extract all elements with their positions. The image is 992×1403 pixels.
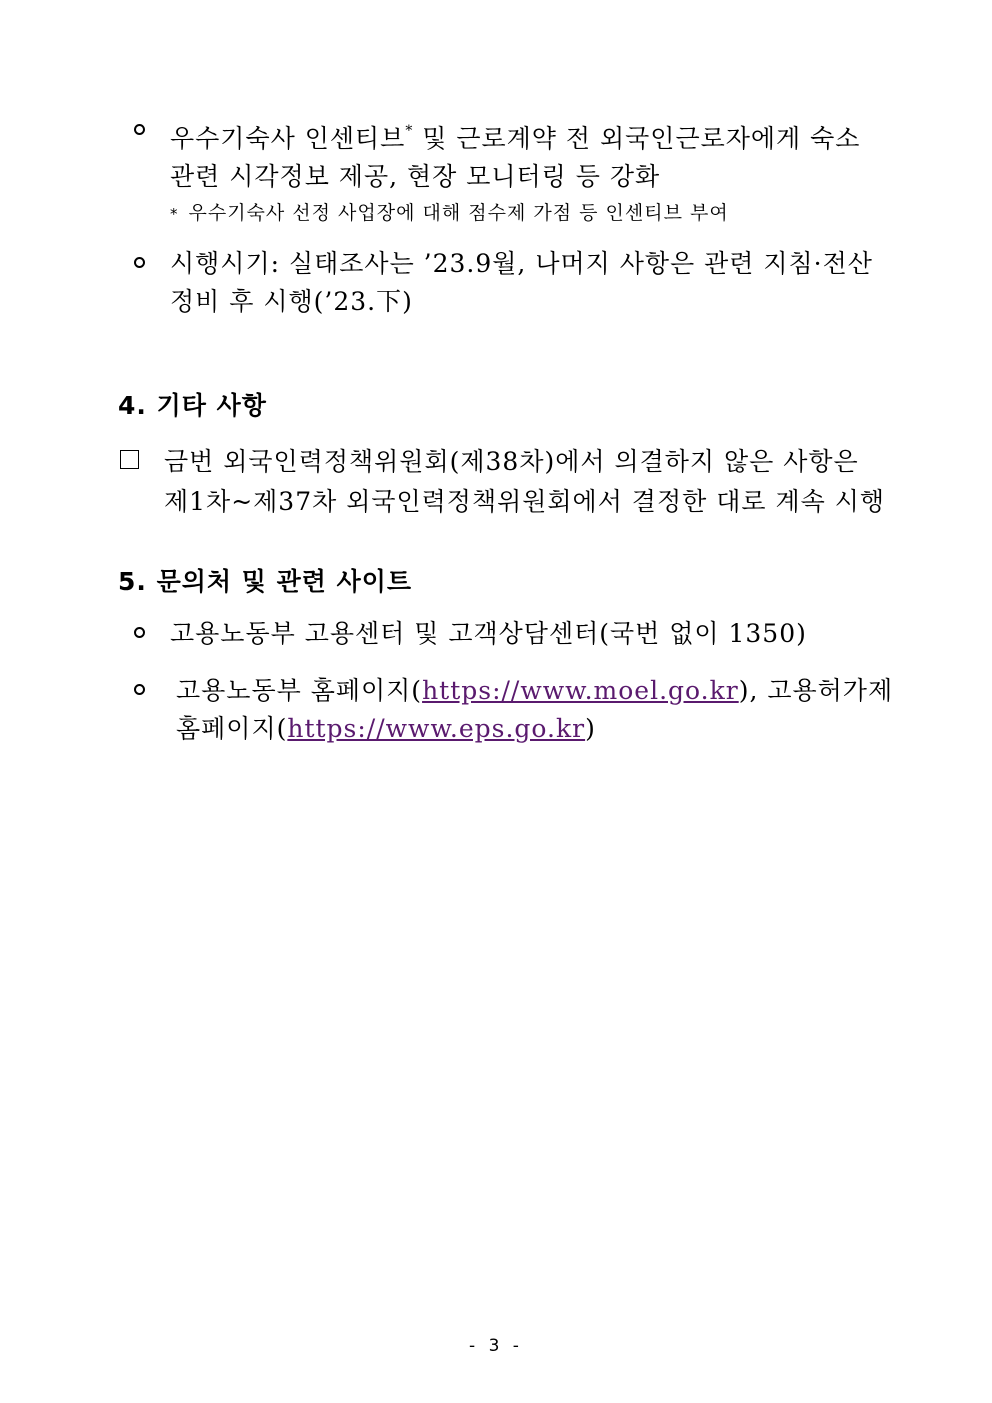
- section-5-heading: 5. 문의처 및 관련 사이트: [118, 567, 413, 596]
- contact-line: 고용노동부 고용센터 및 고객상담센터(국번 없이 1350): [170, 619, 807, 648]
- bullet-item-sites: [134, 672, 894, 748]
- circle-bullet-icon: [134, 124, 145, 135]
- circle-bullet-icon: [134, 627, 145, 638]
- schedule-line-1: 시행시기: 실태조사는 ’23.9월, 나머지 사항은 관련 지침·전산: [170, 249, 873, 278]
- section-4-item: [120, 442, 886, 522]
- moel-link[interactable]: https://www.moel.go.kr: [422, 676, 739, 705]
- bullet-item-contact: [134, 615, 879, 653]
- page-number: - 3 -: [469, 1336, 523, 1356]
- bullet-item-schedule: [134, 245, 879, 321]
- section-4-line-1: 금번 외국인력정책위원회(제38차)에서 의결하지 않은 사항은: [164, 447, 859, 476]
- schedule-line-2: 정비 후 시행(’23.下): [170, 287, 413, 316]
- sites-line-1: 고용노동부 홈페이지(https://www.moel.go.kr), 고용허가제: [176, 676, 894, 705]
- square-bullet-icon: [120, 450, 139, 469]
- section-4-heading: 4. 기타 사항: [118, 391, 267, 420]
- sites-line-2: 홈페이지(https://www.eps.go.kr): [176, 714, 596, 743]
- bullet-item-incentive: [134, 112, 879, 196]
- circle-bullet-icon: [134, 684, 145, 695]
- eps-link[interactable]: https://www.eps.go.kr: [287, 714, 586, 743]
- footnote-marker: *: [405, 123, 414, 139]
- footnote: [170, 198, 729, 225]
- footnote-star: *: [170, 205, 179, 223]
- section-4-line-2: 제1차~제37차 외국인력정책위원회에서 결정한 대로 계속 시행: [164, 487, 886, 516]
- incentive-line-1: 우수기숙사 인센티브* 및 근로계약 전 외국인근로자에게 숙소: [170, 123, 861, 153]
- circle-bullet-icon: [134, 257, 145, 268]
- footnote-text: 우수기숙사 선정 사업장에 대해 점수제 가점 등 인센티브 부여: [188, 202, 729, 224]
- incentive-line-2: 관련 시각정보 제공, 현장 모니터링 등 강화: [170, 162, 661, 191]
